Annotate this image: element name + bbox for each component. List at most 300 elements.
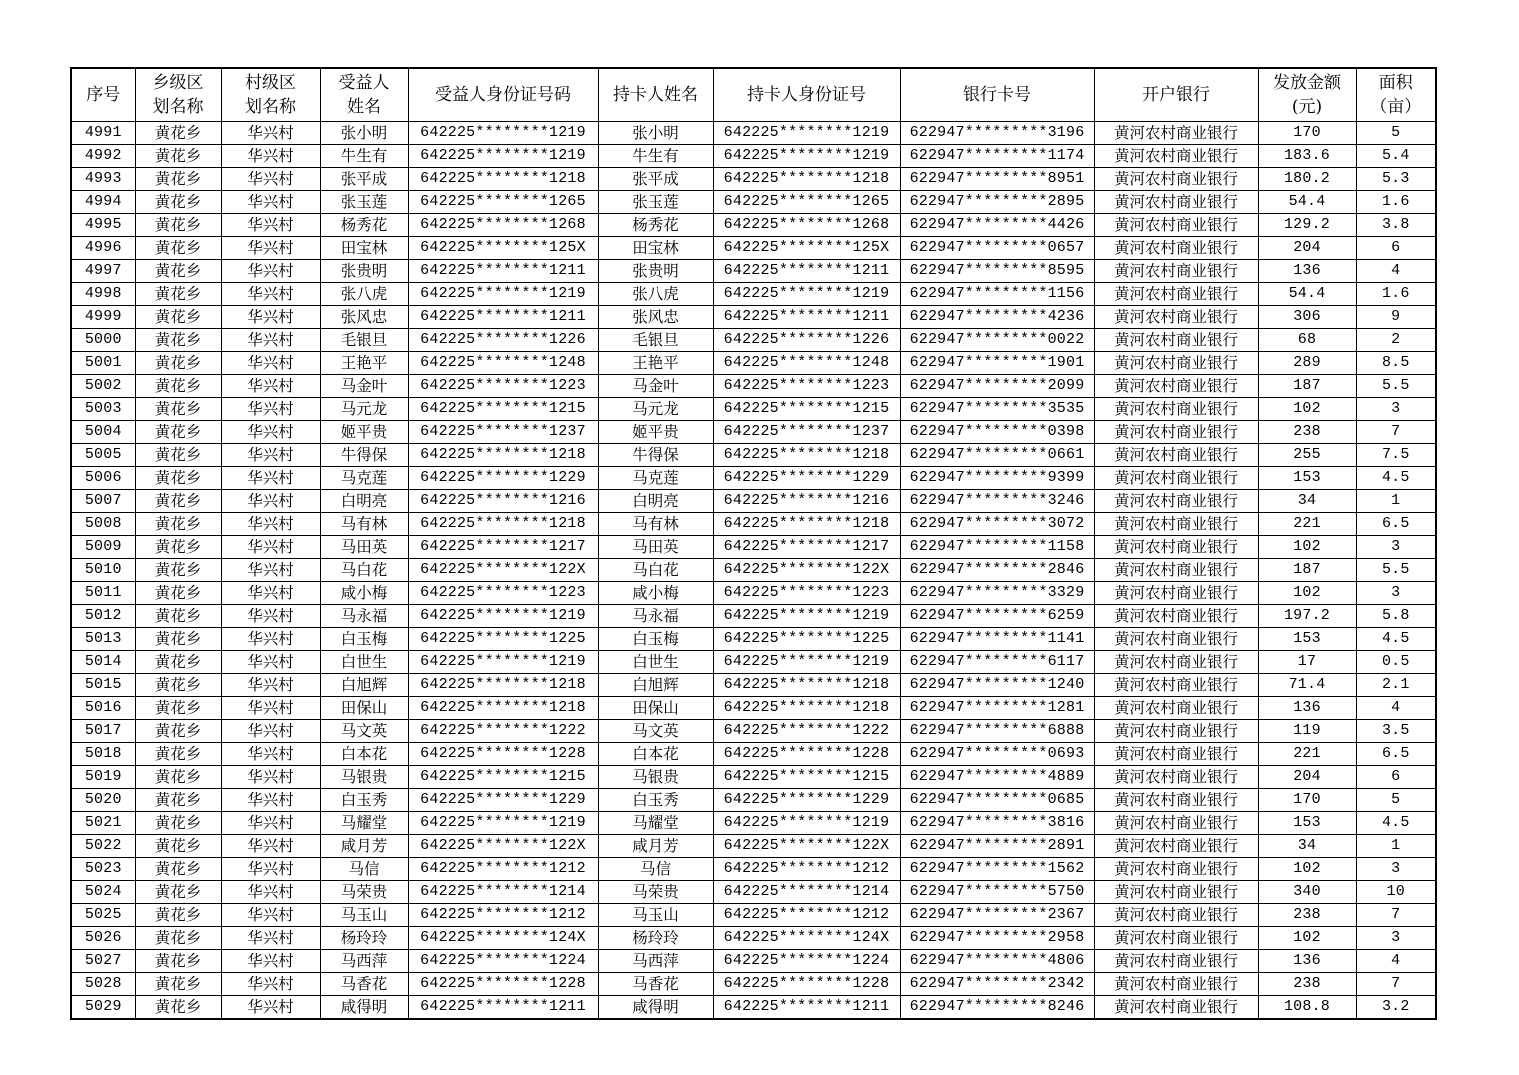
cell-township: 黄花乡 — [135, 513, 221, 536]
cell-amount: 119 — [1258, 720, 1356, 743]
cell-beneficiary-name: 马田英 — [320, 536, 408, 559]
cell-amount: 306 — [1258, 306, 1356, 329]
cell-bank: 黄河农村商业银行 — [1094, 513, 1258, 536]
cell-amount: 340 — [1258, 881, 1356, 904]
table-row — [71, 260, 1436, 283]
cell-beneficiary-name: 白本花 — [320, 743, 408, 766]
col-header-cardholder-id: 持卡人身份证号 — [713, 68, 900, 122]
cell-bank: 黄河农村商业银行 — [1094, 237, 1258, 260]
cell-cardholder-name: 马有林 — [598, 513, 713, 536]
cell-township: 黄花乡 — [135, 559, 221, 582]
cell-cardholder-id: 642225********122X — [713, 559, 900, 582]
table-row — [71, 743, 1436, 766]
cell-beneficiary-name: 张平成 — [320, 168, 408, 191]
cell-beneficiary-name: 咸小梅 — [320, 582, 408, 605]
cell-amount: 153 — [1258, 812, 1356, 835]
table-body — [71, 122, 1436, 1020]
cell-township: 黄花乡 — [135, 490, 221, 513]
cell-bank-card: 622947*********0022 — [900, 329, 1094, 352]
table-row — [71, 513, 1436, 536]
cell-amount: 54.4 — [1258, 191, 1356, 214]
beneficiary-table — [70, 67, 1437, 1020]
cell-bank-card: 622947*********0661 — [900, 444, 1094, 467]
cell-township: 黄花乡 — [135, 835, 221, 858]
cell-beneficiary-name: 张小明 — [320, 122, 408, 145]
table-row — [71, 490, 1436, 513]
cell-amount: 153 — [1258, 467, 1356, 490]
cell-village: 华兴村 — [221, 858, 320, 881]
cell-cardholder-id: 642225********1217 — [713, 536, 900, 559]
cell-cardholder-name: 牛生有 — [598, 145, 713, 168]
cell-beneficiary-id: 642225********1217 — [408, 536, 598, 559]
cell-beneficiary-name: 张八虎 — [320, 283, 408, 306]
cell-cardholder-id: 642225********1215 — [713, 766, 900, 789]
cell-beneficiary-id: 642225********1228 — [408, 743, 598, 766]
cell-township: 黄花乡 — [135, 743, 221, 766]
cell-bank-card: 622947*********3196 — [900, 122, 1094, 145]
cell-index: 5010 — [71, 559, 135, 582]
cell-village: 华兴村 — [221, 628, 320, 651]
cell-beneficiary-id: 642225********1211 — [408, 260, 598, 283]
cell-bank-card: 622947*********0398 — [900, 421, 1094, 444]
cell-area: 2 — [1356, 329, 1436, 352]
cell-index: 5026 — [71, 927, 135, 950]
cell-village: 华兴村 — [221, 697, 320, 720]
cell-area: 5.4 — [1356, 145, 1436, 168]
cell-cardholder-id: 642225********1229 — [713, 789, 900, 812]
cell-cardholder-name: 马信 — [598, 858, 713, 881]
cell-village: 华兴村 — [221, 789, 320, 812]
table-row — [71, 628, 1436, 651]
cell-cardholder-name: 咸小梅 — [598, 582, 713, 605]
cell-cardholder-name: 白旭辉 — [598, 674, 713, 697]
cell-index: 5021 — [71, 812, 135, 835]
cell-beneficiary-name: 张贵明 — [320, 260, 408, 283]
cell-beneficiary-name: 王艳平 — [320, 352, 408, 375]
cell-index: 5006 — [71, 467, 135, 490]
cell-amount: 153 — [1258, 628, 1356, 651]
cell-bank-card: 622947*********6259 — [900, 605, 1094, 628]
cell-cardholder-name: 张小明 — [598, 122, 713, 145]
cell-cardholder-id: 642225********1215 — [713, 398, 900, 421]
col-header-bank-card: 银行卡号 — [900, 68, 1094, 122]
cell-cardholder-name: 毛银旦 — [598, 329, 713, 352]
cell-bank-card: 622947*********8246 — [900, 996, 1094, 1020]
cell-beneficiary-name: 杨玲玲 — [320, 927, 408, 950]
cell-bank: 黄河农村商业银行 — [1094, 536, 1258, 559]
cell-township: 黄花乡 — [135, 973, 221, 996]
cell-bank-card: 622947*********1174 — [900, 145, 1094, 168]
cell-amount: 204 — [1258, 237, 1356, 260]
cell-cardholder-id: 642225********1229 — [713, 467, 900, 490]
cell-index: 5023 — [71, 858, 135, 881]
table-row — [71, 237, 1436, 260]
cell-bank-card: 622947*********4236 — [900, 306, 1094, 329]
table-row — [71, 375, 1436, 398]
cell-area: 10 — [1356, 881, 1436, 904]
cell-beneficiary-name: 牛得保 — [320, 444, 408, 467]
cell-cardholder-id: 642225********1223 — [713, 375, 900, 398]
cell-bank-card: 622947*********8951 — [900, 168, 1094, 191]
cell-township: 黄花乡 — [135, 260, 221, 283]
cell-township: 黄花乡 — [135, 329, 221, 352]
cell-amount: 136 — [1258, 260, 1356, 283]
cell-cardholder-id: 642225********1211 — [713, 260, 900, 283]
cell-cardholder-id: 642225********1211 — [713, 306, 900, 329]
cell-cardholder-name: 白本花 — [598, 743, 713, 766]
cell-village: 华兴村 — [221, 835, 320, 858]
cell-village: 华兴村 — [221, 904, 320, 927]
cell-beneficiary-name: 毛银旦 — [320, 329, 408, 352]
cell-beneficiary-id: 642225********122X — [408, 559, 598, 582]
cell-amount: 183.6 — [1258, 145, 1356, 168]
cell-bank: 黄河农村商业银行 — [1094, 306, 1258, 329]
cell-bank: 黄河农村商业银行 — [1094, 122, 1258, 145]
cell-area: 5 — [1356, 789, 1436, 812]
cell-cardholder-id: 642225********1224 — [713, 950, 900, 973]
cell-beneficiary-name: 马西萍 — [320, 950, 408, 973]
cell-township: 黄花乡 — [135, 996, 221, 1020]
cell-bank: 黄河农村商业银行 — [1094, 674, 1258, 697]
cell-bank-card: 622947*********4889 — [900, 766, 1094, 789]
cell-cardholder-name: 田保山 — [598, 697, 713, 720]
cell-amount: 289 — [1258, 352, 1356, 375]
cell-village: 华兴村 — [221, 168, 320, 191]
cell-beneficiary-id: 642225********1229 — [408, 467, 598, 490]
cell-index: 4999 — [71, 306, 135, 329]
col-header-area: 面积 （亩） — [1356, 68, 1436, 122]
cell-area: 3 — [1356, 858, 1436, 881]
cell-village: 华兴村 — [221, 237, 320, 260]
cell-township: 黄花乡 — [135, 283, 221, 306]
cell-beneficiary-id: 642225********1265 — [408, 191, 598, 214]
cell-bank: 黄河农村商业银行 — [1094, 145, 1258, 168]
cell-cardholder-name: 马香花 — [598, 973, 713, 996]
cell-beneficiary-name: 马元龙 — [320, 398, 408, 421]
cell-township: 黄花乡 — [135, 306, 221, 329]
cell-amount: 136 — [1258, 697, 1356, 720]
cell-area: 4.5 — [1356, 812, 1436, 835]
cell-beneficiary-id: 642225********1211 — [408, 306, 598, 329]
cell-index: 5004 — [71, 421, 135, 444]
cell-bank-card: 622947*********2958 — [900, 927, 1094, 950]
cell-bank: 黄河农村商业银行 — [1094, 605, 1258, 628]
cell-bank: 黄河农村商业银行 — [1094, 858, 1258, 881]
cell-cardholder-name: 白玉秀 — [598, 789, 713, 812]
cell-bank-card: 622947*********2895 — [900, 191, 1094, 214]
cell-cardholder-name: 田宝林 — [598, 237, 713, 260]
cell-cardholder-id: 642225********1237 — [713, 421, 900, 444]
cell-bank: 黄河农村商业银行 — [1094, 191, 1258, 214]
cell-amount: 68 — [1258, 329, 1356, 352]
cell-township: 黄花乡 — [135, 582, 221, 605]
cell-cardholder-id: 642225********1214 — [713, 881, 900, 904]
cell-beneficiary-id: 642225********1218 — [408, 444, 598, 467]
cell-amount: 238 — [1258, 904, 1356, 927]
cell-cardholder-id: 642225********1223 — [713, 582, 900, 605]
table-row — [71, 398, 1436, 421]
cell-village: 华兴村 — [221, 513, 320, 536]
cell-amount: 221 — [1258, 513, 1356, 536]
col-header-beneficiary-name: 受益人 姓名 — [320, 68, 408, 122]
cell-cardholder-name: 咸得明 — [598, 996, 713, 1020]
cell-township: 黄花乡 — [135, 881, 221, 904]
cell-beneficiary-name: 马有林 — [320, 513, 408, 536]
cell-area: 7 — [1356, 904, 1436, 927]
cell-index: 5018 — [71, 743, 135, 766]
table-row — [71, 858, 1436, 881]
cell-index: 5012 — [71, 605, 135, 628]
cell-area: 4 — [1356, 950, 1436, 973]
cell-cardholder-name: 马耀堂 — [598, 812, 713, 835]
cell-index: 5007 — [71, 490, 135, 513]
table-row — [71, 191, 1436, 214]
table-row — [71, 421, 1436, 444]
cell-amount: 221 — [1258, 743, 1356, 766]
cell-area: 3.5 — [1356, 720, 1436, 743]
cell-township: 黄花乡 — [135, 605, 221, 628]
cell-amount: 34 — [1258, 835, 1356, 858]
table-row — [71, 720, 1436, 743]
cell-index: 5009 — [71, 536, 135, 559]
cell-cardholder-id: 642225********1218 — [713, 674, 900, 697]
cell-bank: 黄河农村商业银行 — [1094, 168, 1258, 191]
cell-amount: 129.2 — [1258, 214, 1356, 237]
cell-village: 华兴村 — [221, 375, 320, 398]
cell-bank: 黄河农村商业银行 — [1094, 651, 1258, 674]
cell-area: 6.5 — [1356, 513, 1436, 536]
cell-index: 5014 — [71, 651, 135, 674]
cell-beneficiary-id: 642225********1222 — [408, 720, 598, 743]
col-header-amount: 发放金额 (元) — [1258, 68, 1356, 122]
cell-cardholder-id: 642225********1212 — [713, 904, 900, 927]
cell-amount: 102 — [1258, 398, 1356, 421]
cell-village: 华兴村 — [221, 490, 320, 513]
cell-index: 5024 — [71, 881, 135, 904]
cell-index: 5029 — [71, 996, 135, 1020]
cell-index: 5000 — [71, 329, 135, 352]
cell-cardholder-name: 马文英 — [598, 720, 713, 743]
cell-amount: 170 — [1258, 122, 1356, 145]
cell-cardholder-id: 642225********1222 — [713, 720, 900, 743]
cell-beneficiary-id: 642225********1223 — [408, 375, 598, 398]
cell-index: 4995 — [71, 214, 135, 237]
cell-bank-card: 622947*********0685 — [900, 789, 1094, 812]
cell-beneficiary-id: 642225********1237 — [408, 421, 598, 444]
cell-amount: 238 — [1258, 973, 1356, 996]
cell-village: 华兴村 — [221, 720, 320, 743]
table-row — [71, 789, 1436, 812]
cell-index: 4994 — [71, 191, 135, 214]
cell-amount: 34 — [1258, 490, 1356, 513]
cell-bank: 黄河农村商业银行 — [1094, 697, 1258, 720]
cell-beneficiary-id: 642225********1229 — [408, 789, 598, 812]
cell-bank: 黄河农村商业银行 — [1094, 628, 1258, 651]
cell-beneficiary-id: 642225********1219 — [408, 812, 598, 835]
table-row — [71, 927, 1436, 950]
table-row — [71, 536, 1436, 559]
cell-cardholder-id: 642225********1265 — [713, 191, 900, 214]
cell-cardholder-name: 张平成 — [598, 168, 713, 191]
cell-beneficiary-name: 姬平贵 — [320, 421, 408, 444]
cell-township: 黄花乡 — [135, 375, 221, 398]
cell-cardholder-name: 咸月芳 — [598, 835, 713, 858]
cell-township: 黄花乡 — [135, 191, 221, 214]
cell-cardholder-name: 马金叶 — [598, 375, 713, 398]
table-row — [71, 582, 1436, 605]
cell-village: 华兴村 — [221, 950, 320, 973]
cell-bank: 黄河农村商业银行 — [1094, 973, 1258, 996]
cell-beneficiary-name: 白世生 — [320, 651, 408, 674]
cell-village: 华兴村 — [221, 191, 320, 214]
cell-beneficiary-id: 642225********1215 — [408, 766, 598, 789]
cell-beneficiary-name: 马玉山 — [320, 904, 408, 927]
cell-bank: 黄河农村商业银行 — [1094, 421, 1258, 444]
cell-bank: 黄河农村商业银行 — [1094, 214, 1258, 237]
cell-beneficiary-name: 牛生有 — [320, 145, 408, 168]
table-row — [71, 122, 1436, 145]
cell-beneficiary-id: 642225********122X — [408, 835, 598, 858]
cell-township: 黄花乡 — [135, 467, 221, 490]
cell-cardholder-id: 642225********1228 — [713, 973, 900, 996]
cell-village: 华兴村 — [221, 536, 320, 559]
cell-area: 8.5 — [1356, 352, 1436, 375]
cell-beneficiary-id: 642225********1218 — [408, 674, 598, 697]
cell-township: 黄花乡 — [135, 766, 221, 789]
col-header-beneficiary-id: 受益人身份证号码 — [408, 68, 598, 122]
cell-cardholder-id: 642225********1219 — [713, 812, 900, 835]
table-row — [71, 306, 1436, 329]
cell-beneficiary-name: 咸月芳 — [320, 835, 408, 858]
cell-township: 黄花乡 — [135, 789, 221, 812]
cell-cardholder-id: 642225********1219 — [713, 122, 900, 145]
table-row — [71, 674, 1436, 697]
cell-bank: 黄河农村商业银行 — [1094, 766, 1258, 789]
cell-cardholder-name: 白明亮 — [598, 490, 713, 513]
cell-beneficiary-name: 白玉秀 — [320, 789, 408, 812]
cell-bank: 黄河农村商业银行 — [1094, 789, 1258, 812]
cell-index: 4996 — [71, 237, 135, 260]
cell-township: 黄花乡 — [135, 858, 221, 881]
cell-bank-card: 622947*********2846 — [900, 559, 1094, 582]
cell-beneficiary-name: 马银贵 — [320, 766, 408, 789]
cell-area: 3.2 — [1356, 996, 1436, 1020]
cell-beneficiary-id: 642225********1215 — [408, 398, 598, 421]
cell-cardholder-id: 642225********1218 — [713, 168, 900, 191]
cell-beneficiary-id: 642225********1218 — [408, 513, 598, 536]
cell-cardholder-id: 642225********1225 — [713, 628, 900, 651]
cell-bank: 黄河农村商业银行 — [1094, 927, 1258, 950]
cell-area: 1 — [1356, 835, 1436, 858]
table-row — [71, 904, 1436, 927]
table-row — [71, 605, 1436, 628]
cell-cardholder-id: 642225********1248 — [713, 352, 900, 375]
cell-beneficiary-name: 马香花 — [320, 973, 408, 996]
cell-area: 6.5 — [1356, 743, 1436, 766]
cell-beneficiary-name: 白明亮 — [320, 490, 408, 513]
cell-bank-card: 622947*********3329 — [900, 582, 1094, 605]
cell-index: 4993 — [71, 168, 135, 191]
cell-cardholder-id: 642225********1219 — [713, 605, 900, 628]
cell-cardholder-id: 642225********1228 — [713, 743, 900, 766]
table-row — [71, 996, 1436, 1020]
cell-bank: 黄河农村商业银行 — [1094, 283, 1258, 306]
cell-bank: 黄河农村商业银行 — [1094, 398, 1258, 421]
cell-amount: 187 — [1258, 559, 1356, 582]
cell-area: 7 — [1356, 973, 1436, 996]
cell-cardholder-name: 张玉莲 — [598, 191, 713, 214]
cell-bank: 黄河农村商业银行 — [1094, 467, 1258, 490]
cell-bank: 黄河农村商业银行 — [1094, 582, 1258, 605]
table-row — [71, 651, 1436, 674]
cell-township: 黄花乡 — [135, 697, 221, 720]
table-row — [71, 352, 1436, 375]
cell-village: 华兴村 — [221, 973, 320, 996]
cell-beneficiary-id: 642225********1268 — [408, 214, 598, 237]
cell-beneficiary-id: 642225********1214 — [408, 881, 598, 904]
cell-bank: 黄河农村商业银行 — [1094, 812, 1258, 835]
cell-cardholder-id: 642225********122X — [713, 835, 900, 858]
cell-village: 华兴村 — [221, 122, 320, 145]
cell-village: 华兴村 — [221, 674, 320, 697]
cell-index: 5001 — [71, 352, 135, 375]
cell-cardholder-name: 马白花 — [598, 559, 713, 582]
col-header-village: 村级区 划名称 — [221, 68, 320, 122]
cell-beneficiary-id: 642225********125X — [408, 237, 598, 260]
cell-index: 5020 — [71, 789, 135, 812]
cell-area: 9 — [1356, 306, 1436, 329]
cell-cardholder-id: 642225********1219 — [713, 283, 900, 306]
cell-village: 华兴村 — [221, 467, 320, 490]
cell-amount: 54.4 — [1258, 283, 1356, 306]
cell-area: 5 — [1356, 122, 1436, 145]
cell-area: 7 — [1356, 421, 1436, 444]
cell-bank: 黄河农村商业银行 — [1094, 996, 1258, 1020]
cell-village: 华兴村 — [221, 605, 320, 628]
cell-index: 5015 — [71, 674, 135, 697]
table-row — [71, 766, 1436, 789]
cell-beneficiary-name: 田保山 — [320, 697, 408, 720]
table-header-row — [71, 68, 1436, 122]
table-row — [71, 835, 1436, 858]
cell-beneficiary-id: 642225********1219 — [408, 651, 598, 674]
cell-amount: 102 — [1258, 536, 1356, 559]
cell-cardholder-id: 642225********1211 — [713, 996, 900, 1020]
cell-township: 黄花乡 — [135, 421, 221, 444]
cell-beneficiary-id: 642225********1218 — [408, 168, 598, 191]
cell-township: 黄花乡 — [135, 168, 221, 191]
cell-area: 5.8 — [1356, 605, 1436, 628]
cell-township: 黄花乡 — [135, 651, 221, 674]
cell-beneficiary-id: 642225********1218 — [408, 697, 598, 720]
cell-amount: 170 — [1258, 789, 1356, 812]
cell-township: 黄花乡 — [135, 122, 221, 145]
cell-index: 5011 — [71, 582, 135, 605]
cell-bank-card: 622947*********1562 — [900, 858, 1094, 881]
col-header-index: 序号 — [71, 68, 135, 122]
cell-bank-card: 622947*********1156 — [900, 283, 1094, 306]
cell-amount: 180.2 — [1258, 168, 1356, 191]
col-header-cardholder-name: 持卡人姓名 — [598, 68, 713, 122]
cell-bank: 黄河农村商业银行 — [1094, 950, 1258, 973]
cell-beneficiary-name: 张风忠 — [320, 306, 408, 329]
cell-area: 5.5 — [1356, 375, 1436, 398]
cell-area: 7.5 — [1356, 444, 1436, 467]
cell-cardholder-id: 642225********1216 — [713, 490, 900, 513]
table-row — [71, 950, 1436, 973]
cell-bank: 黄河农村商业银行 — [1094, 260, 1258, 283]
cell-cardholder-id: 642225********1218 — [713, 513, 900, 536]
